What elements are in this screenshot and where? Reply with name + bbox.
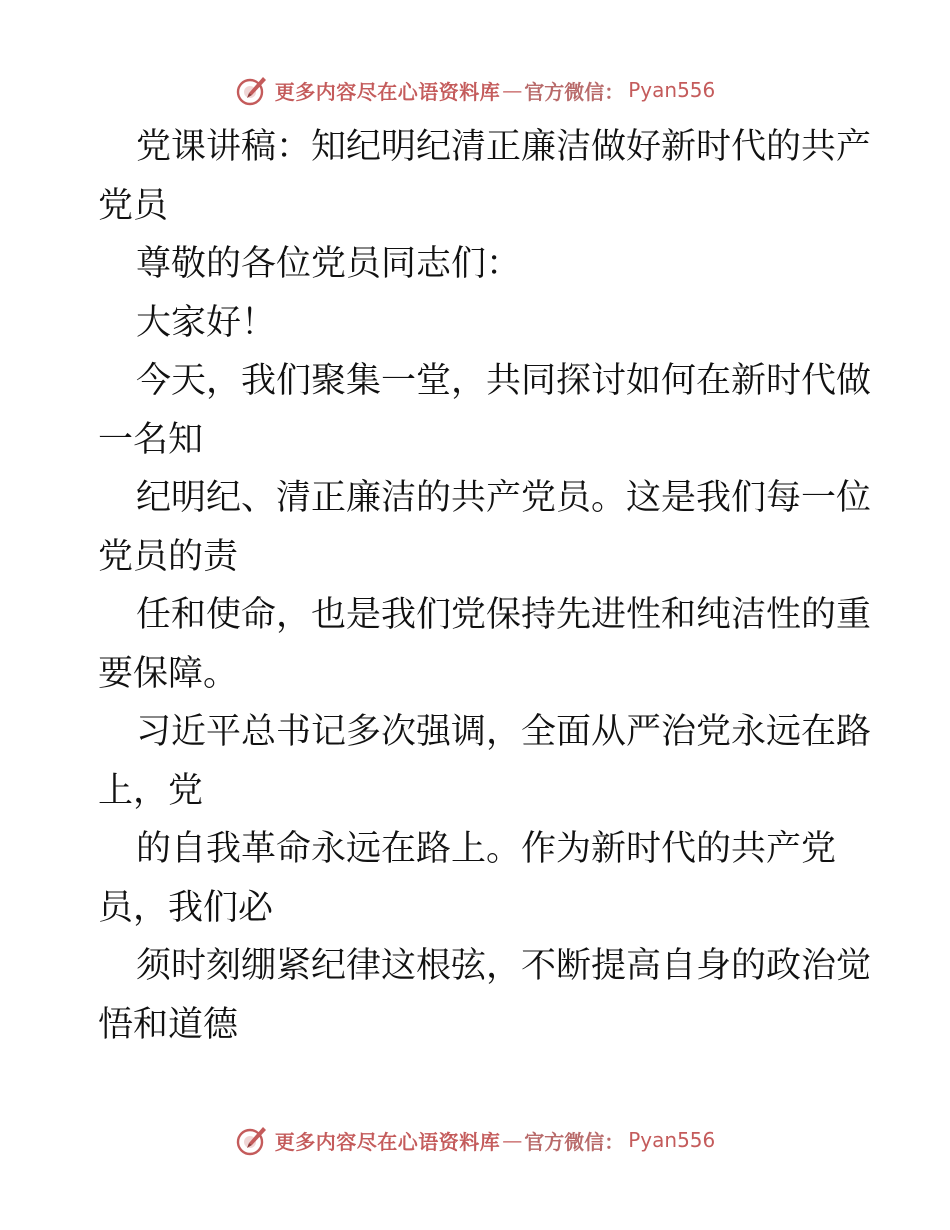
header-wechat-id: Pyan556 — [628, 78, 716, 102]
body-line: 一名知 — [98, 419, 204, 460]
body-line: 须时刻绷紧纪律这根弦，不断提高自身的政治觉 — [136, 946, 872, 986]
document-body — [98, 118, 872, 1054]
pen-nib-logo-icon — [235, 1123, 269, 1157]
footer-wechat-label: 官方微信： — [524, 1129, 625, 1154]
body-line: 大家好！ — [136, 302, 277, 343]
footer-banner-text: 更多内容尽在心语资料库 — [274, 1129, 501, 1154]
header-watermark-banner — [0, 70, 950, 110]
pen-nib-logo-icon — [235, 73, 269, 107]
body-line: 悟和道德 — [98, 1004, 239, 1045]
body-line: 要保障。 — [98, 653, 239, 694]
body-line: 的自我革命永远在路上。作为新时代的共产党 — [136, 829, 837, 869]
body-line: 习近平总书记多次强调，全面从严治党永远在路 — [136, 712, 872, 752]
body-line: 党课讲稿：知纪明纪清正廉洁做好新时代的共产 — [136, 127, 872, 167]
header-banner-dash: — — [502, 78, 523, 102]
footer-watermark-banner — [0, 1120, 950, 1160]
body-line: 任和使命，也是我们党保持先进性和纯洁性的重 — [136, 595, 872, 635]
header-wechat-label: 官方微信： — [524, 79, 625, 104]
body-line: 纪明纪、清正廉洁的共产党员。这是我们每一位 — [136, 478, 872, 518]
body-line: 党员 — [98, 185, 169, 226]
body-line: 上，党 — [98, 770, 204, 811]
body-line: 尊敬的各位党员同志们： — [136, 244, 522, 284]
body-line: 员，我们必 — [98, 887, 274, 928]
header-banner-text: 更多内容尽在心语资料库 — [274, 79, 501, 104]
body-line: 党员的责 — [98, 536, 239, 577]
footer-wechat-id: Pyan556 — [628, 1128, 716, 1152]
body-line: 今天，我们聚集一堂，共同探讨如何在新时代做 — [136, 361, 872, 401]
footer-banner-dash: — — [502, 1128, 523, 1152]
